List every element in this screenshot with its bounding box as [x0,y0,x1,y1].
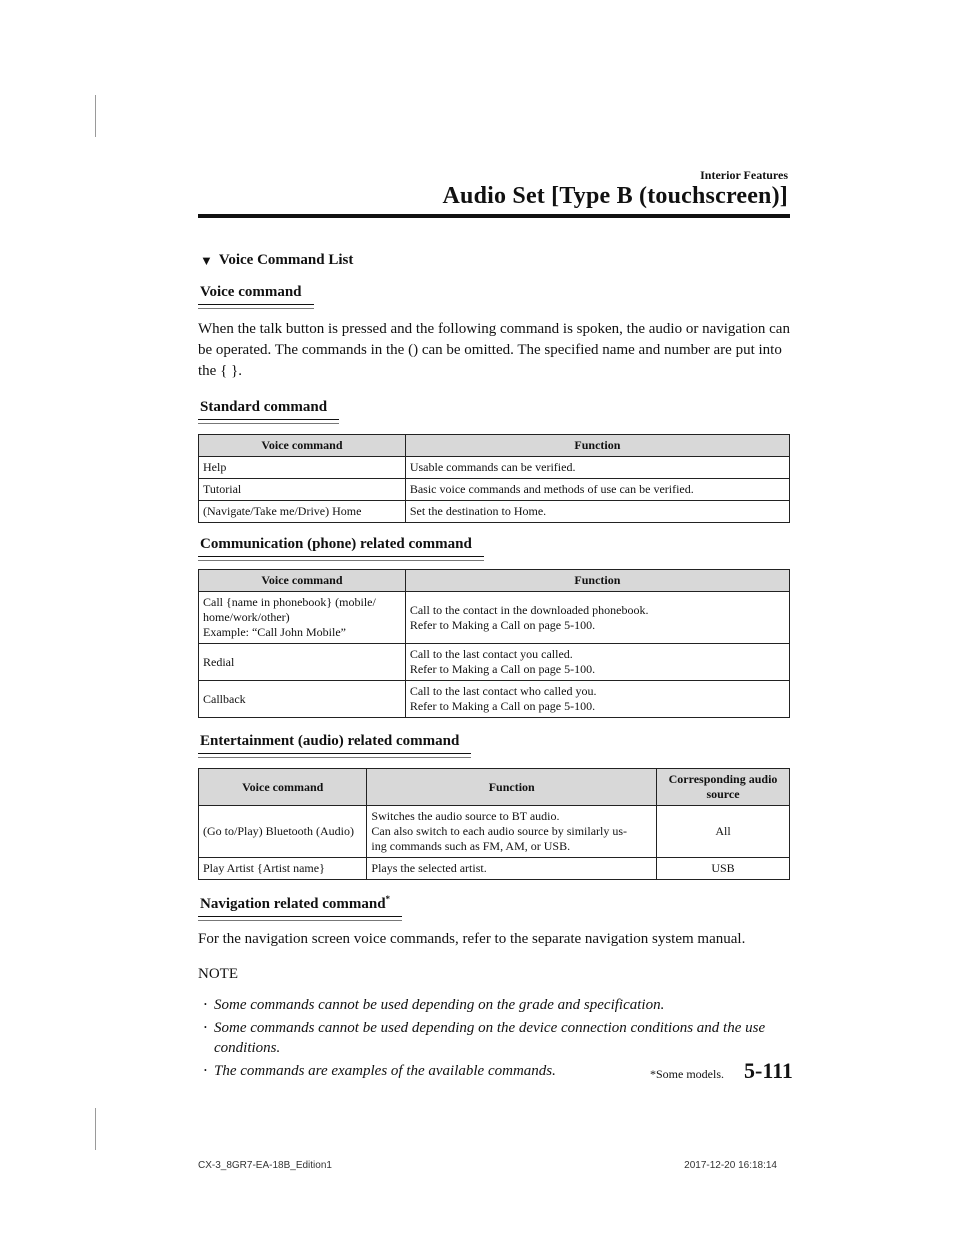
navigation-command-heading: Navigation related command* [198,894,402,917]
print-timestamp: 2017-12-20 16:18:14 [684,1160,777,1171]
standard-command-table [198,434,790,523]
table-row [199,806,790,858]
triangle-down-icon: ▼ [200,252,213,268]
page-number: 5-111 [744,1058,793,1083]
communication-command-table [198,569,790,718]
table-row [199,479,790,501]
column-header: Voice command [199,769,367,806]
function-cell: Switches the audio source to BT audio. Can also switch to each audio source by similarly us- ing commands such as FM, AM, or USB. [367,806,657,858]
command-cell: Redial [199,644,406,681]
footnote-marker: * [385,894,391,904]
command-cell: Callback [199,681,406,718]
document-id: CX-3_8GR7-EA-18B_Edition1 [198,1160,332,1171]
note-item: • Some commands cannot be used depending on the device connection conditions and the use conditions. [198,1018,790,1058]
column-header: Function [405,435,789,457]
entertainment-command-heading: Entertainment (audio) related command [198,733,471,754]
footnote: *Some models. [650,1067,724,1081]
table-row [199,681,790,718]
command-cell: Tutorial [199,479,406,501]
source-cell: All [657,806,790,858]
column-header: Voice command [199,570,406,592]
page-content [198,252,790,1084]
column-header: Function [367,769,657,806]
voice-command-heading: Voice command [198,284,314,305]
table-row [199,644,790,681]
entertainment-command-table [198,768,790,880]
function-cell: Basic voice commands and methods of use can be verified. [405,479,789,501]
command-cell: (Navigate/Take me/Drive) Home [199,501,406,523]
section-title-text: Voice Command List [218,252,354,268]
column-header: Voice command [199,435,406,457]
table-row [199,858,790,880]
voice-command-paragraph: When the talk button is pressed and the following command is spoken, the audio or navigation can be operated. The commands in the () can be omitted. The specified name and number are put into the { }. [198,321,790,379]
communication-command-heading: Communication (phone) related command [198,536,484,557]
header-rule [198,214,790,218]
command-cell: Call {name in phonebook} (mobile/ home/work/other) Example: “Call John Mobile” [199,592,406,644]
table-row [199,457,790,479]
standard-command-heading: Standard command [198,399,339,420]
table-row [199,501,790,523]
column-header: Corresponding audio source [657,769,790,806]
note-item: • The commands are examples of the available commands. [198,1061,790,1081]
page-title: Audio Set [Type B (touchscreen)] [442,183,788,209]
function-cell: Call to the last contact you called. Refer to Making a Call on page 5-100. [405,644,789,681]
crop-mark-bottom [95,1108,96,1150]
section-title [200,252,790,269]
function-cell: Call to the contact in the downloaded phonebook. Refer to Making a Call on page 5-100. [405,592,789,644]
navigation-paragraph: For the navigation screen voice commands, refer to the separate navigation system manual. [198,931,746,947]
command-cell: (Go to/Play) Bluetooth (Audio) [199,806,367,858]
column-header: Function [405,570,789,592]
command-cell: Help [199,457,406,479]
function-cell: Plays the selected artist. [367,858,657,880]
header-section-label: Interior Features [700,168,788,182]
note-item: • Some commands cannot be used depending on the grade and specification. [198,995,790,1015]
function-cell: Call to the last contact who called you. Refer to Making a Call on page 5-100. [405,681,789,718]
source-cell: USB [657,858,790,880]
function-cell: Usable commands can be verified. [405,457,789,479]
note-label: NOTE [198,966,238,982]
command-cell: Play Artist {Artist name} [199,858,367,880]
table-row [199,592,790,644]
function-cell: Set the destination to Home. [405,501,789,523]
crop-mark-top [95,95,96,137]
